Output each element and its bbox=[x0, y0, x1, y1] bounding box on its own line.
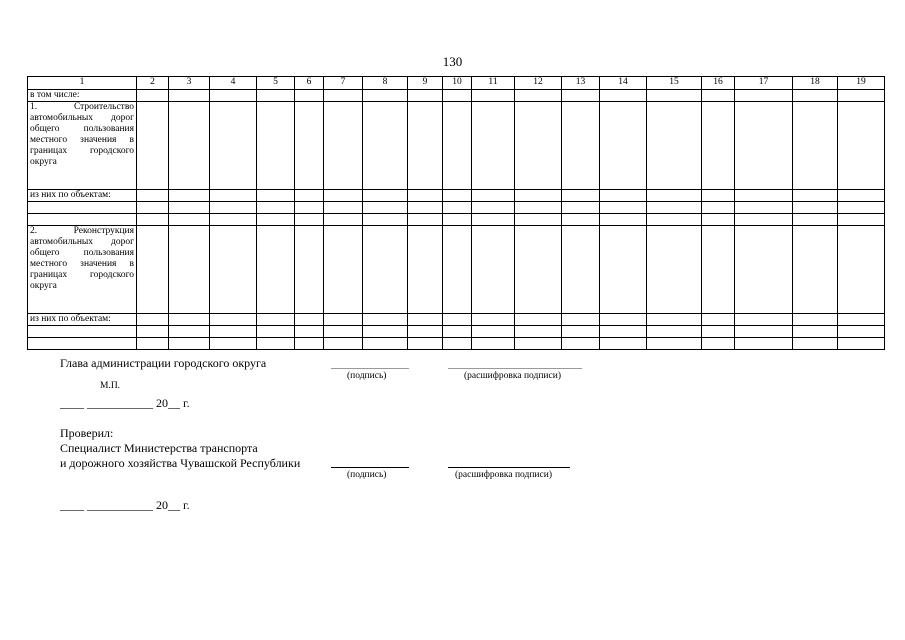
column-header-3: 3 bbox=[169, 77, 210, 90]
column-header-6: 6 bbox=[295, 77, 324, 90]
table-row bbox=[28, 214, 885, 226]
column-header-9: 9 bbox=[408, 77, 443, 90]
table-row bbox=[28, 338, 885, 350]
specialist-line-2: и дорожного хозяйства Чувашской Республики bbox=[60, 456, 301, 470]
table-row bbox=[28, 190, 885, 202]
decoding-line bbox=[448, 467, 570, 468]
column-header-11: 11 bbox=[472, 77, 515, 90]
column-header-10: 10 bbox=[443, 77, 472, 90]
decoding-caption: (расшифровка подписи) bbox=[455, 470, 552, 480]
column-header-4: 4 bbox=[210, 77, 257, 90]
signature-line bbox=[331, 467, 409, 468]
report-table bbox=[27, 76, 885, 350]
column-header-8: 8 bbox=[363, 77, 408, 90]
date-field: ____ ___________ 20__ г. bbox=[60, 396, 190, 410]
table-row bbox=[28, 90, 885, 102]
decoding-line bbox=[448, 368, 582, 369]
table-row bbox=[28, 226, 885, 314]
seal-mark: М.П. bbox=[100, 381, 121, 391]
table-header-row bbox=[28, 77, 885, 90]
column-header-13: 13 bbox=[562, 77, 600, 90]
row-label-reconstruction: 2. Реконструкция автомобильных дорог общего пользования местного значения в границах городского округа bbox=[28, 226, 137, 314]
signature-caption: (подпись) bbox=[347, 470, 387, 480]
column-header-14: 14 bbox=[600, 77, 647, 90]
column-header-19: 19 bbox=[838, 77, 885, 90]
table-row bbox=[28, 326, 885, 338]
column-header-2: 2 bbox=[137, 77, 169, 90]
decoding-caption: (расшифровка подписи) bbox=[464, 371, 561, 381]
checked-label: Проверил: bbox=[60, 426, 114, 440]
column-header-1: 1 bbox=[28, 77, 137, 90]
column-header-15: 15 bbox=[647, 77, 702, 90]
signature-line bbox=[331, 368, 409, 369]
column-header-18: 18 bbox=[793, 77, 838, 90]
row-label-objects: из них по объектам: bbox=[28, 190, 137, 202]
specialist-line-1: Специалист Министерства транспорта bbox=[60, 441, 258, 455]
table-row bbox=[28, 102, 885, 190]
column-header-16: 16 bbox=[702, 77, 735, 90]
column-header-5: 5 bbox=[257, 77, 295, 90]
page-number: 130 bbox=[442, 54, 463, 69]
column-header-17: 17 bbox=[735, 77, 793, 90]
column-header-7: 7 bbox=[324, 77, 363, 90]
date-field: ____ ___________ 20__ г. bbox=[60, 498, 190, 512]
head-title: Глава администрации городского округа bbox=[60, 356, 267, 370]
column-header-12: 12 bbox=[515, 77, 562, 90]
row-label-including: в том числе: bbox=[28, 90, 137, 102]
row-label-objects: из них по объектам: bbox=[28, 314, 137, 326]
table-row bbox=[28, 314, 885, 326]
table-row bbox=[28, 202, 885, 214]
row-label-construction: 1. Строительство автомобильных дорог общего пользования местного значения в границах городского округа bbox=[28, 102, 137, 190]
signature-caption: (подпись) bbox=[347, 371, 387, 381]
